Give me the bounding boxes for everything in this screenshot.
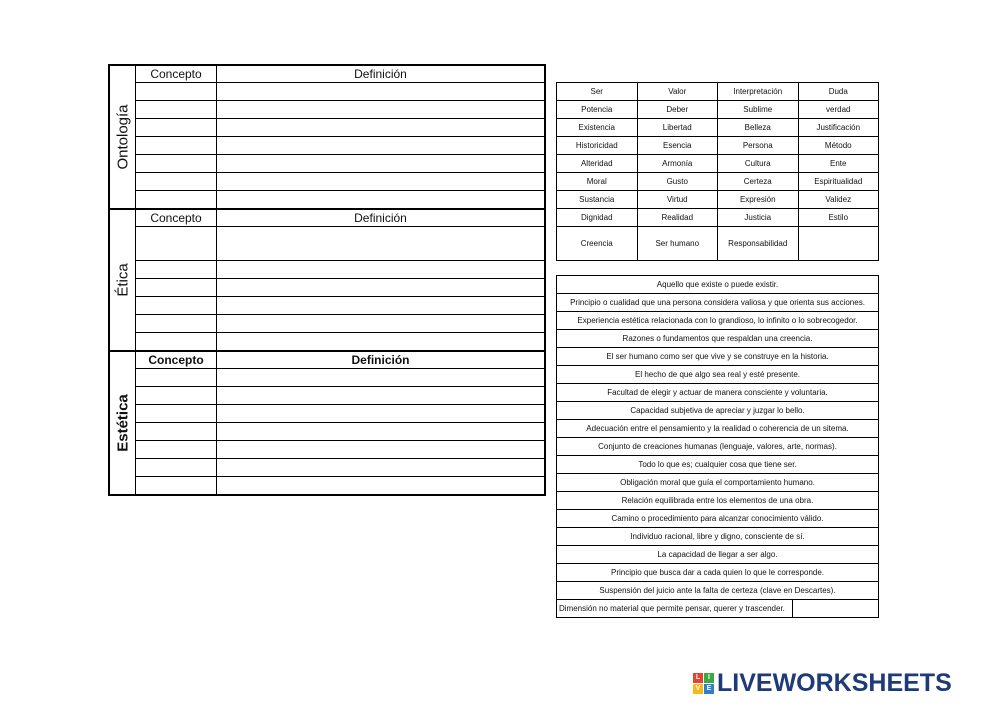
concept-cell[interactable]	[136, 155, 217, 173]
word-bank-cell[interactable]: Estilo	[798, 209, 879, 227]
definition-cell[interactable]	[217, 119, 545, 137]
concept-cell[interactable]	[136, 477, 217, 495]
empty-cell[interactable]	[793, 600, 879, 618]
definition-cell[interactable]	[217, 387, 545, 405]
definition-item[interactable]: El ser humano como ser que vive y se construye en la historia.	[557, 348, 879, 366]
definition-cell[interactable]	[217, 101, 545, 119]
concept-cell[interactable]	[136, 191, 217, 209]
definition-item[interactable]: Conjunto de creaciones humanas (lenguaje, valores, arte, normas).	[557, 438, 879, 456]
word-bank-cell[interactable]: Ser humano	[637, 227, 718, 261]
word-bank-cell[interactable]: Valor	[637, 83, 718, 101]
definition-header: Definición	[217, 352, 545, 369]
definition-cell[interactable]	[217, 155, 545, 173]
definition-item[interactable]: Razones o fundamentos que respaldan una creencia.	[557, 330, 879, 348]
concept-cell[interactable]	[136, 261, 217, 279]
definition-cell[interactable]	[217, 423, 545, 441]
definition-cell[interactable]	[217, 279, 545, 297]
word-bank-cell[interactable]: Ser	[557, 83, 638, 101]
logo-square-v: V	[693, 684, 703, 694]
logo-text: LIVEWORKSHEETS	[717, 668, 952, 697]
definition-cell[interactable]	[217, 477, 545, 495]
concept-cell[interactable]	[136, 333, 217, 351]
word-bank-cell[interactable]: Certeza	[718, 173, 799, 191]
definition-item[interactable]: El hecho de que algo sea real y esté presente.	[557, 366, 879, 384]
section-title-estetica: Estética	[110, 352, 136, 494]
definition-cell[interactable]	[217, 261, 545, 279]
word-bank-cell[interactable]: Persona	[718, 137, 799, 155]
logo-square-e: E	[704, 684, 714, 694]
definition-item[interactable]: Obligación moral que guía el comportamiento humano.	[557, 474, 879, 492]
concept-cell[interactable]	[136, 227, 217, 261]
concept-header: Concepto	[136, 210, 217, 227]
definition-cell[interactable]	[217, 191, 545, 209]
definition-cell[interactable]	[217, 369, 545, 387]
word-bank-cell[interactable]: Historicidad	[557, 137, 638, 155]
definition-item[interactable]: Principio o cualidad que una persona considera valiosa y que orienta sus acciones.	[557, 294, 879, 312]
word-bank-cell[interactable]: Creencia	[557, 227, 638, 261]
word-bank-cell[interactable]: Realidad	[637, 209, 718, 227]
concept-cell[interactable]	[136, 441, 217, 459]
definition-item[interactable]: Dimensión no material que permite pensar, querer y trascender.	[557, 600, 793, 618]
word-bank-cell[interactable]: Deber	[637, 101, 718, 119]
definition-header: Definición	[217, 210, 545, 227]
concept-cell[interactable]	[136, 173, 217, 191]
definition-item[interactable]: Capacidad subjetiva de apreciar y juzgar lo bello.	[557, 402, 879, 420]
concept-cell[interactable]	[136, 405, 217, 423]
word-bank-cell[interactable]	[798, 227, 879, 261]
word-bank-cell[interactable]: Justificación	[798, 119, 879, 137]
concept-cell[interactable]	[136, 279, 217, 297]
definition-item[interactable]: Principio que busca dar a cada quien lo que le corresponde.	[557, 564, 879, 582]
definition-item[interactable]: Adecuación entre el pensamiento y la realidad o coherencia de un sitema.	[557, 420, 879, 438]
definition-item[interactable]: Relación equilibrada entre los elementos de una obra.	[557, 492, 879, 510]
definition-item[interactable]: Facultad de elegir y actuar de manera consciente y voluntaria.	[557, 384, 879, 402]
definition-header: Definición	[217, 66, 545, 83]
word-bank-cell[interactable]: Interpretación	[718, 83, 799, 101]
word-bank-cell[interactable]: Existencia	[557, 119, 638, 137]
definition-item[interactable]: Todo lo que es; cualquier cosa que tiene ser.	[557, 456, 879, 474]
concept-cell[interactable]	[136, 137, 217, 155]
concept-worksheet	[108, 64, 546, 496]
word-bank-cell[interactable]: Sustancia	[557, 191, 638, 209]
concept-cell[interactable]	[136, 83, 217, 101]
word-bank-cell[interactable]: verdad	[798, 101, 879, 119]
ontologia-grid	[136, 66, 544, 208]
concept-cell[interactable]	[136, 101, 217, 119]
word-bank-cell[interactable]: Responsabilidad	[718, 227, 799, 261]
concept-cell[interactable]	[136, 119, 217, 137]
concept-header: Concepto	[136, 66, 217, 83]
definition-item[interactable]: Camino o procedimiento para alcanzar conocimiento válido.	[557, 510, 879, 528]
word-bank-table	[556, 82, 879, 261]
section-title-ontologia: Ontología	[110, 66, 136, 208]
word-bank-cell[interactable]: Belleza	[718, 119, 799, 137]
definition-cell[interactable]	[217, 137, 545, 155]
definition-cell[interactable]	[217, 173, 545, 191]
word-bank-cell[interactable]: Gusto	[637, 173, 718, 191]
estetica-grid	[136, 352, 544, 494]
word-bank-cell[interactable]: Sublime	[718, 101, 799, 119]
definition-cell[interactable]	[217, 405, 545, 423]
concept-cell[interactable]	[136, 387, 217, 405]
concept-header: Concepto	[136, 352, 217, 369]
concept-cell[interactable]	[136, 459, 217, 477]
definitions-table	[556, 275, 879, 618]
word-bank-cell[interactable]: Libertad	[637, 119, 718, 137]
word-bank-cell[interactable]: Espiritualidad	[798, 173, 879, 191]
definition-cell[interactable]	[217, 297, 545, 315]
section-ontologia	[110, 66, 544, 208]
word-bank-cell[interactable]: Método	[798, 137, 879, 155]
definition-item[interactable]: Suspensión del juicio ante la falta de certeza (clave en Descartes).	[557, 582, 879, 600]
concept-cell[interactable]	[136, 297, 217, 315]
word-bank-cell[interactable]: Alteridad	[557, 155, 638, 173]
word-bank-cell[interactable]: Expresión	[718, 191, 799, 209]
definition-item[interactable]: Experiencia estética relacionada con lo grandioso, lo infinito o lo sobrecogedor.	[557, 312, 879, 330]
word-bank-cell[interactable]: Potencia	[557, 101, 638, 119]
word-bank-cell[interactable]: Virtud	[637, 191, 718, 209]
definition-item[interactable]: La capacidad de llegar a ser algo.	[557, 546, 879, 564]
word-bank-cell[interactable]: Validez	[798, 191, 879, 209]
definition-cell[interactable]	[217, 83, 545, 101]
logo-square-l: L	[693, 673, 703, 683]
concept-cell[interactable]	[136, 315, 217, 333]
word-bank-cell[interactable]: Cultura	[718, 155, 799, 173]
definition-cell[interactable]	[217, 441, 545, 459]
definition-cell[interactable]	[217, 227, 545, 261]
word-bank-cell[interactable]: Justicia	[718, 209, 799, 227]
definition-cell[interactable]	[217, 315, 545, 333]
definition-item[interactable]: Individuo racional, libre y digno, consciente de sí.	[557, 528, 879, 546]
definition-item[interactable]: Aquello que existe o puede existir.	[557, 276, 879, 294]
concept-cell[interactable]	[136, 369, 217, 387]
liveworksheets-logo	[693, 668, 952, 698]
word-bank-cell[interactable]: Ente	[798, 155, 879, 173]
section-etica	[110, 208, 544, 350]
word-bank-cell[interactable]: Armonía	[637, 155, 718, 173]
word-bank-cell[interactable]: Duda	[798, 83, 879, 101]
word-bank-cell[interactable]: Moral	[557, 173, 638, 191]
section-title-etica: Ética	[110, 210, 136, 350]
etica-grid	[136, 210, 544, 350]
definition-cell[interactable]	[217, 459, 545, 477]
definition-cell[interactable]	[217, 333, 545, 351]
word-bank-cell[interactable]: Esencia	[637, 137, 718, 155]
logo-squares	[693, 673, 714, 694]
logo-square-i: I	[704, 673, 714, 683]
word-bank-cell[interactable]: Dignidad	[557, 209, 638, 227]
section-estetica	[110, 350, 544, 494]
concept-cell[interactable]	[136, 423, 217, 441]
